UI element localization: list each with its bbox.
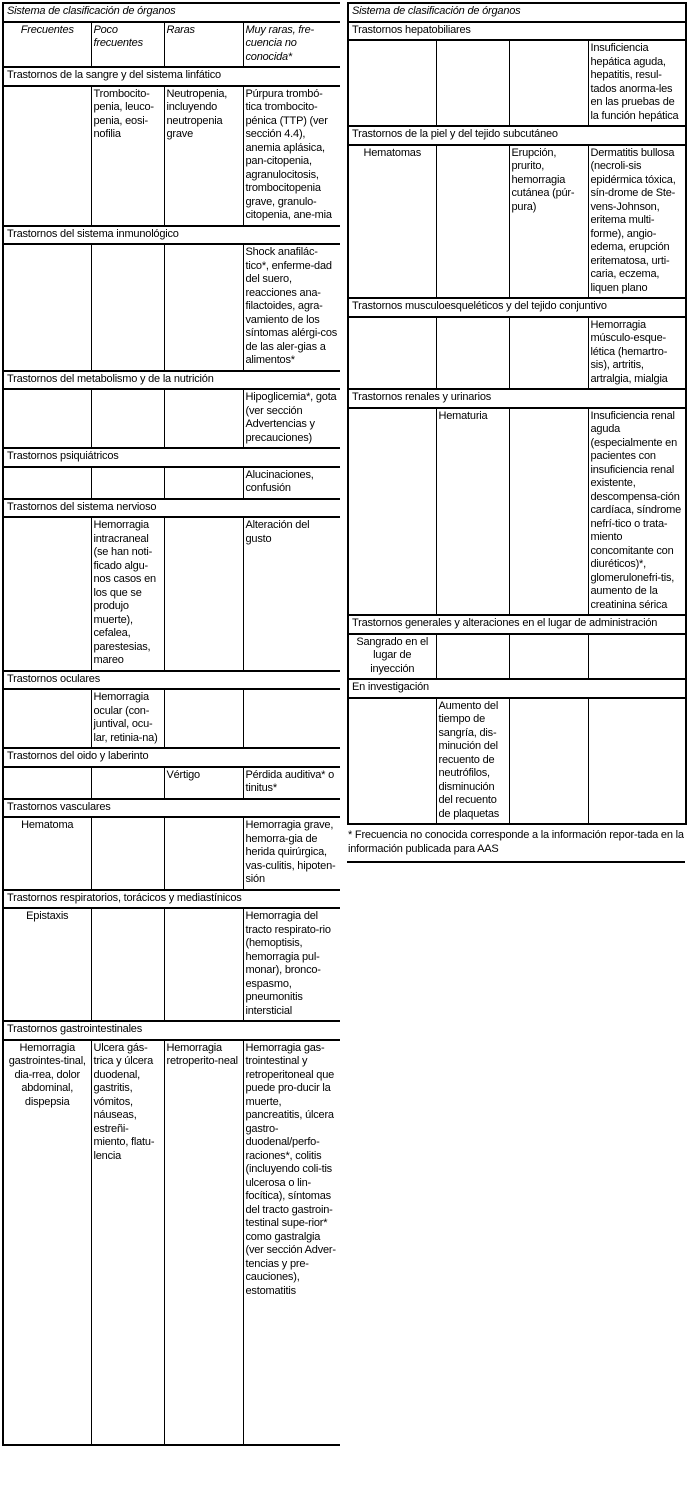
organ-class-header-row	[348, 615, 686, 634]
adr-cell: Aumento del tiempo de sangría, dis-minución del recuento de neutrófilos, disminución del recuento de plaquetas	[436, 698, 509, 825]
frequency-column-header: Poco frecuentes	[91, 22, 164, 68]
adr-cell	[91, 467, 164, 499]
table-row	[3, 467, 340, 499]
adr-cell	[91, 767, 164, 799]
table-row	[3, 908, 340, 1021]
adr-cell: Hemorragia retroperito-neal	[164, 1040, 243, 1445]
adr-cell: Erupción, prurito, hemorragia cutánea (púr-pura)	[509, 145, 588, 299]
organ-class-header-row	[3, 499, 340, 518]
adr-cell: Hemorragia grave, hemorra-gia de herida quirúrgica, vas-culitis, hipoten-sión	[243, 817, 340, 890]
adr-cell	[509, 317, 588, 390]
table-title-row	[3, 3, 340, 22]
adr-cell	[164, 244, 243, 371]
organ-class-header: Trastornos generales y alteraciones en el lugar de administración	[348, 615, 686, 634]
table-row	[3, 389, 340, 448]
adr-cell	[164, 389, 243, 448]
organ-class-header: Trastornos del oido y laberinto	[3, 748, 340, 767]
adr-cell	[348, 40, 436, 126]
adr-cell: Hemorragia músculo-esque-lética (hemartro-sis), artritis, artralgia, mialgia	[588, 317, 686, 390]
table-row	[3, 86, 340, 226]
adr-cell: Hemorragia del tracto respirato-rio (hemoptisis, hemorragia pul-monar), bronco-espasmo, pneumonitis intersticial	[243, 908, 340, 1021]
frequency-header-row	[3, 22, 340, 68]
organ-class-header-row	[3, 371, 340, 390]
organ-class-header: Trastornos musculoesqueléticos y del tejido conjuntivo	[348, 298, 686, 317]
table-row	[348, 698, 686, 825]
organ-class-header: Trastornos gastrointestinales	[3, 1021, 340, 1040]
organ-class-header-row	[3, 1021, 340, 1040]
adverse-reactions-table-left	[2, 2, 340, 1446]
adr-cell: Hemorragia intracraneal (se han noti-ficado algu-nos casos en los que se produjo muerte), cefalea, parestesias, mareo	[91, 517, 164, 671]
adr-cell	[91, 908, 164, 1021]
adr-cell	[164, 689, 243, 748]
table-row	[3, 1040, 340, 1445]
frequency-column-header: Muy raras, fre-cuencia no conocida*	[243, 22, 340, 68]
adr-cell	[164, 467, 243, 499]
organ-class-header: Trastornos hepatobiliares	[348, 22, 686, 41]
adr-cell: Dermatitis bullosa (necroli-sis epidérmica tóxica, sín-drome de Ste-vens-Johnson, eritema multi-forme), angio-edema, erupción eritematosa, urti-caria, eczema, liquen plano	[588, 145, 686, 299]
organ-class-header: En investigación	[348, 679, 686, 698]
organ-class-header: Trastornos de la sangre y del sistema linfático	[3, 67, 340, 86]
adr-cell	[436, 145, 509, 299]
organ-class-header: Trastornos del sistema nervioso	[3, 499, 340, 518]
left-column	[2, 2, 340, 1493]
organ-class-header-row	[3, 890, 340, 909]
adr-cell	[243, 689, 340, 748]
table-title: Sistema de clasificación de órganos	[3, 3, 340, 22]
adr-cell: Hematomas	[348, 145, 436, 299]
adr-cell	[91, 817, 164, 890]
adr-cell: Hipoglicemia*, gota (ver sección Advertencias y precauciones)	[243, 389, 340, 448]
table-row	[3, 767, 340, 799]
adr-cell	[509, 634, 588, 680]
adr-cell	[91, 389, 164, 448]
organ-class-header-row	[3, 226, 340, 245]
adr-cell	[436, 634, 509, 680]
adr-cell: Ulcera gás-trica y úlcera duodenal, gastritis, vómitos, náuseas, estreñi-miento, flatu-lencia	[91, 1040, 164, 1445]
adr-cell	[3, 767, 91, 799]
adr-cell	[3, 244, 91, 371]
adr-cell: Hematuria	[436, 408, 509, 616]
organ-class-header: Trastornos psiquiátricos	[3, 448, 340, 467]
table-row	[3, 517, 340, 671]
adr-cell	[588, 698, 686, 825]
organ-class-header-row	[3, 448, 340, 467]
adr-cell	[3, 86, 91, 226]
table-row	[348, 634, 686, 680]
section-divider-rule	[347, 861, 685, 863]
adr-cell	[588, 634, 686, 680]
organ-class-header: Trastornos de la piel y del tejido subcutáneo	[348, 126, 686, 145]
organ-class-header-row	[348, 389, 686, 408]
table-title-row	[348, 3, 686, 22]
organ-class-header-row	[348, 22, 686, 41]
adr-cell	[509, 408, 588, 616]
table-row	[348, 145, 686, 299]
adr-cell: Alucinaciones, confusión	[243, 467, 340, 499]
adr-cell	[348, 317, 436, 390]
adr-cell: Hemorragia gastrointes-tinal, dia-rrea, dolor abdominal, dispepsia	[3, 1040, 91, 1445]
table-row	[3, 244, 340, 371]
organ-class-header: Trastornos renales y urinarios	[348, 389, 686, 408]
adr-cell: Shock anafilác-tico*, enferme-dad del suero, reacciones ana-filactoides, agra-vamiento de los síntomas alérgi-cos de las aler-gias a alimentos*	[243, 244, 340, 371]
adr-cell: Neutropenia, incluyendo neutropenia grave	[164, 86, 243, 226]
table-row	[348, 317, 686, 390]
adr-cell: Insuficiencia hepática aguda, hepatitis, resul-tados anorma-les en las pruebas de la función hepática	[588, 40, 686, 126]
adr-cell: Epistaxis	[3, 908, 91, 1021]
adr-cell	[91, 244, 164, 371]
adr-cell: Sangrado en el lugar de inyección	[348, 634, 436, 680]
organ-class-header-row	[3, 748, 340, 767]
organ-class-header: Trastornos respiratorios, torácicos y mediastínicos	[3, 890, 340, 909]
adr-cell: Trombocito-penia, leuco-penia, eosi-nofilia	[91, 86, 164, 226]
adr-cell: Hemorragia gas-trointestinal y retroperitoneal que puede pro-ducir la muerte, pancreatitis, úlcera gastro-duodenal/perfo-raciones*, colitis (incluyendo coli-tis ulcerosa o lin-focítica), síntomas del tracto gastroin-testinal supe-rior* como gastralgia (ver sección Adver-tencias y pre-cauciones), estomatitis	[243, 1040, 340, 1445]
adr-cell	[164, 908, 243, 1021]
adr-cell	[348, 698, 436, 825]
frequency-column-header: Raras	[164, 22, 243, 68]
adr-cell	[3, 389, 91, 448]
organ-class-header-row	[348, 126, 686, 145]
adr-cell	[164, 517, 243, 671]
adr-cell: Púrpura trombó-tica trombocito-pénica (TTP) (ver sección 4.4), anemia aplásica, pan-citopenia, agranulocitosis, trombocitopenia grave, granulo-citopenia, ane-mia	[243, 86, 340, 226]
right-column	[347, 2, 685, 863]
adr-cell	[509, 698, 588, 825]
organ-class-header: Trastornos del sistema inmunológico	[3, 226, 340, 245]
adr-cell	[3, 467, 91, 499]
adr-cell: Vértigo	[164, 767, 243, 799]
organ-class-header-row	[348, 298, 686, 317]
adr-cell	[164, 817, 243, 890]
organ-class-header-row	[3, 67, 340, 86]
adr-cell	[509, 40, 588, 126]
adr-cell	[436, 317, 509, 390]
organ-class-header-row	[3, 799, 340, 818]
adr-cell: Hemorragia ocular (con-juntival, ocu-lar, retinia-na)	[91, 689, 164, 748]
table-row	[348, 40, 686, 126]
table-row	[3, 817, 340, 890]
adr-cell	[3, 517, 91, 671]
adr-cell: Alteración del gusto	[243, 517, 340, 671]
adr-cell: Insuficiencia renal aguda (especialmente en pacientes con insuficiencia renal existente, descompensa-ción cardíaca, síndrome nefrí-tico o trata-miento concomitante con diuréticos)*, glomerulonefri-tis, aumento de la creatinina sérica	[588, 408, 686, 616]
table-row	[3, 689, 340, 748]
adr-cell: Hematoma	[3, 817, 91, 890]
table-title: Sistema de clasificación de órganos	[348, 3, 686, 22]
adr-cell	[436, 40, 509, 126]
organ-class-header: Trastornos vasculares	[3, 799, 340, 818]
adr-cell	[3, 689, 91, 748]
frequency-footnote: * Frecuencia no conocida corresponde a la información repor-tada en la información publicada para AAS	[348, 829, 684, 855]
organ-class-header-row	[348, 679, 686, 698]
frequency-column-header: Frecuentes	[3, 22, 91, 68]
adr-cell: Pérdida auditiva* o tinitus*	[243, 767, 340, 799]
table-row	[348, 408, 686, 616]
adr-cell	[348, 408, 436, 616]
organ-class-header-row	[3, 671, 340, 690]
organ-class-header: Trastornos del metabolismo y de la nutrición	[3, 371, 340, 390]
organ-class-header: Trastornos oculares	[3, 671, 340, 690]
adverse-reactions-table-right	[347, 2, 687, 825]
